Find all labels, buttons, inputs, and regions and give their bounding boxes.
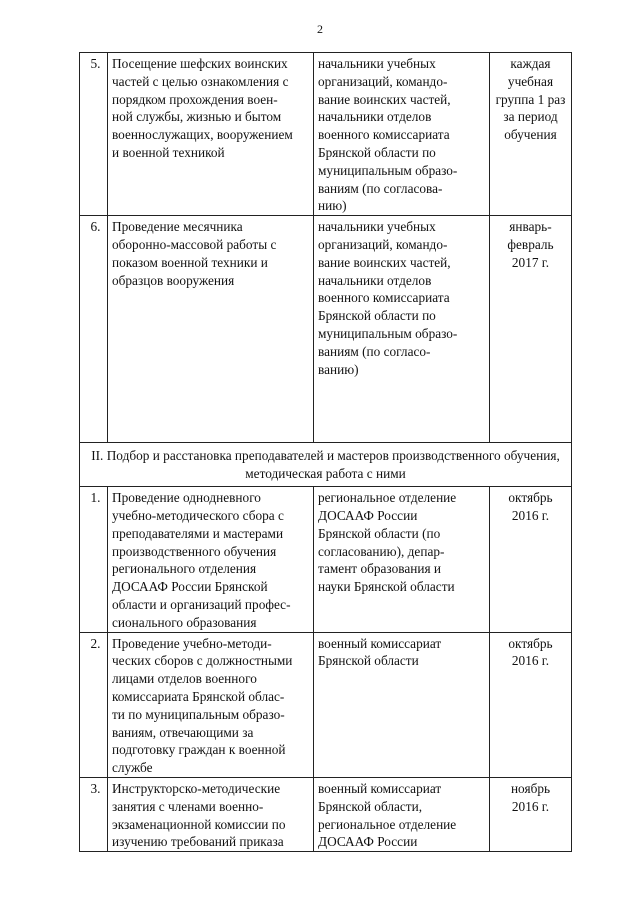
page-number: 2 (317, 22, 323, 36)
responsible-cell: военный комиссариат Брянской области, региональное отделение ДОСААФ России (314, 777, 490, 851)
date-cell: каждая учебная группа 1 раз за период обучения (490, 53, 572, 216)
event-cell: Проведение месячника оборонно-массовой работы с показом военной техники и образцов вооружения (108, 216, 314, 443)
event-cell: Проведение учебно-методи- ческих сборов с должностными лицами отделов военного комиссариата Брянской облас- ти по муниципальным образо- ваниям, отвечающими за подготовку граждан к военной службе (108, 632, 314, 777)
responsible-cell: начальники учебных организаций, командо- вание воинских частей, начальники отделов военного комиссариата Брянской области по муниципальным образо- ваниям (по согласо- ванию) (314, 216, 490, 443)
responsible-cell: региональное отделение ДОСААФ России Брянской области (по согласованию), депар- тамент образования и науки Брянской области (314, 487, 490, 632)
row-number: 2. (80, 632, 108, 777)
row-number: 6. (80, 216, 108, 443)
date-cell: октябрь 2016 г. (490, 487, 572, 632)
event-cell: Посещение шефских воинских частей с целью ознакомления с порядком прохождения воен- ной службы, жизнью и бытом военнослужащих, вооружением и военной техникой (108, 53, 314, 216)
event-plan-table (79, 52, 572, 852)
date-cell: октябрь 2016 г. (490, 632, 572, 777)
date-cell: ноябрь 2016 г. (490, 777, 572, 851)
table-row (80, 487, 572, 632)
row-number: 1. (80, 487, 108, 632)
table-row (80, 777, 572, 851)
section-header: II. Подбор и расстановка преподавателей и мастеров производственного обучения, методическая работа с ними (80, 443, 572, 487)
table-row (80, 632, 572, 777)
section-header-row (80, 443, 572, 487)
responsible-cell: начальники учебных организаций, командо- вание воинских частей, начальники отделов военного комиссариата Брянской области по муниципальным образо- ваниям (по согласова- нию) (314, 53, 490, 216)
row-number: 3. (80, 777, 108, 851)
table-row (80, 53, 572, 216)
row-number: 5. (80, 53, 108, 216)
event-cell: Проведение однодневного учебно-методического сбора с преподавателями и мастерами производственного обучения регионального отделения ДОСААФ России Брянской области и организаций профес- сионального образования (108, 487, 314, 632)
table-row (80, 216, 572, 443)
responsible-cell: военный комиссариат Брянской области (314, 632, 490, 777)
event-cell: Инструкторско-методические занятия с членами военно- экзаменационной комиссии по изучению требований приказа (108, 777, 314, 851)
date-cell: январь- февраль 2017 г. (490, 216, 572, 443)
